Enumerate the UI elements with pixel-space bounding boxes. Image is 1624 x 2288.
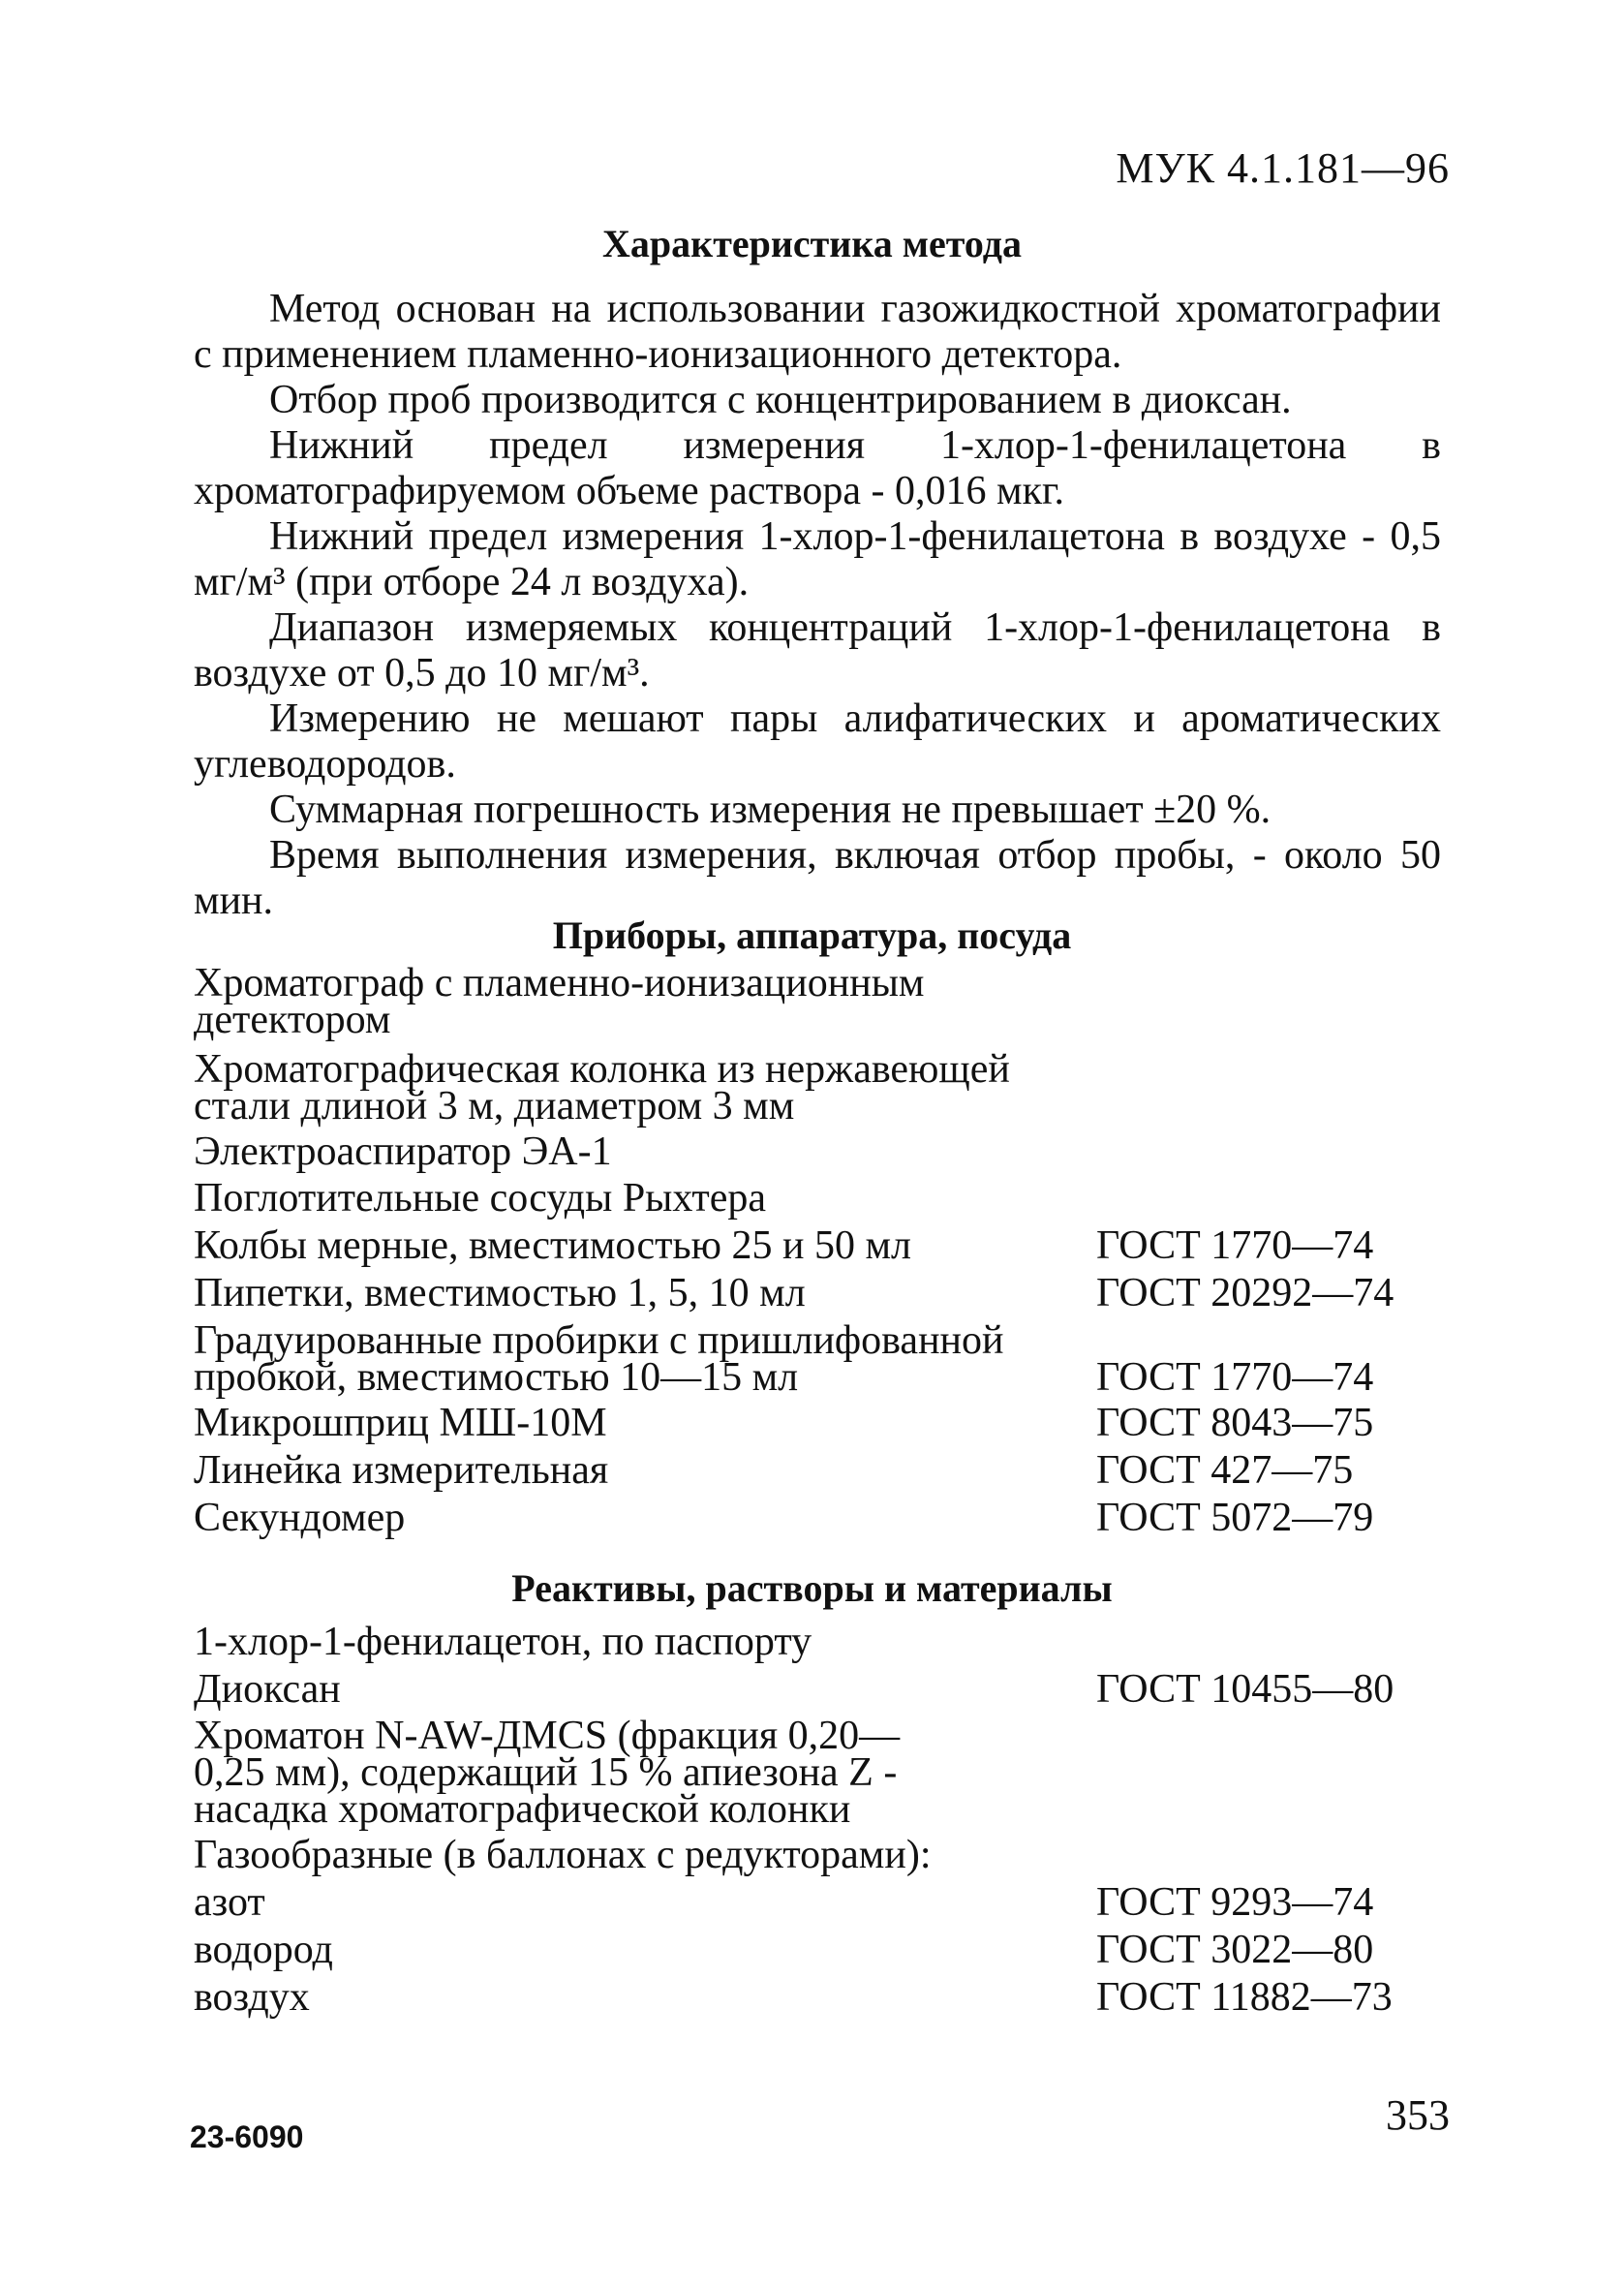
gost-reference: ГОСТ 11882—73 [1096,1975,1393,2020]
item-name: Поглотительные сосуды Рыхтера [194,1176,766,1221]
paragraph: Суммарная погрешность измерения не превышает ±20 %. [269,788,1272,832]
gost-reference: ГОСТ 5072—79 [1096,1496,1374,1540]
section-title-method: Характеристика метода [602,222,1022,265]
item-name: Газообразные (в баллонах с редукторами): [194,1833,932,1877]
item-name: Электроаспиратор ЭА-1 [194,1129,612,1174]
item-name: Хроматографическая колонка из нержавеющей стали длиной 3 м, диаметром 3 мм [194,1047,1010,1129]
paragraph: Нижний предел измерения 1-хлор-1-фенилацетона в хроматографируемом объеме раствора - 0,016 мкг. [194,423,1441,513]
paragraph: Диапазон измеряемых концентраций 1-хлор-1-фенилацетона в воздухе от 0,5 до 10 мг/м³. [194,605,1441,696]
paragraph: Измерению не мешают пары алифатических и ароматических углеводородов. [194,696,1441,787]
method-description [194,287,1441,924]
gost-reference: ГОСТ 427—75 [1096,1448,1354,1493]
item-name: Пипетки, вместимостью 1, 5, 10 мл [194,1271,806,1315]
paragraph: Время выполнения измерения, включая отбор пробы, - около 50 мин. [194,833,1441,923]
gost-reference: ГОСТ 3022—80 [1096,1928,1374,1972]
gost-reference: ГОСТ 10455—80 [1096,1667,1394,1712]
reagent-item [194,1714,1453,1832]
item-name: воздух [194,1975,310,2020]
item-name: Диоксан [194,1667,341,1712]
section-title-reagents: Реактивы, растворы и материалы [511,1566,1113,1610]
paragraph: Метод основан на использовании газожидкостной хроматографии с применением пламенно-ионизационного детектора. [194,287,1441,377]
item-name: Микрошприц МШ-10М [194,1401,607,1445]
gost-reference: ГОСТ 1770—74 [1096,1223,1374,1268]
print-code: 23-6090 [190,2119,304,2154]
item-name: Колбы мерные, вместимостью 25 и 50 мл [194,1223,911,1268]
gost-reference: ГОСТ 20292—74 [1096,1271,1394,1315]
item-name: 1-хлор-1-фенилацетон, по паспорту [194,1620,812,1664]
document-code-header: МУК 4.1.181—96 [1116,144,1450,192]
gost-reference: ГОСТ 1770—74 [1096,1355,1374,1400]
paragraph: Отбор проб производится с концентрированием в диоксан. [269,378,1292,422]
item-name: Секундомер [194,1496,406,1540]
page-number: 353 [1386,2091,1450,2139]
section-title-equipment: Приборы, аппаратура, посуда [552,913,1072,957]
item-name: Хроматограф с пламенно-ионизационным детектором [194,961,925,1042]
paragraph: Нижний предел измерения 1-хлор-1-фенилацетона в воздухе - 0,5 мг/м³ (при отборе 24 л воздуха). [194,514,1441,604]
item-name: азот [194,1880,265,1925]
gost-reference: ГОСТ 8043—75 [1096,1401,1374,1445]
item-name: Линейка измерительная [194,1448,609,1493]
equipment-item [194,1318,1453,1400]
gost-reference: ГОСТ 9293—74 [1096,1880,1374,1925]
item-name: водород [194,1928,333,1972]
item-name: Градуированные пробирки с пришлифованной пробкой, вместимостью 10—15 мл [194,1318,1004,1400]
item-name: Хроматон N-AW-ДMCS (фракция 0,20— 0,25 мм), содержащий 15 % апиезона Z - насадка хроматографической колонки [194,1714,901,1832]
